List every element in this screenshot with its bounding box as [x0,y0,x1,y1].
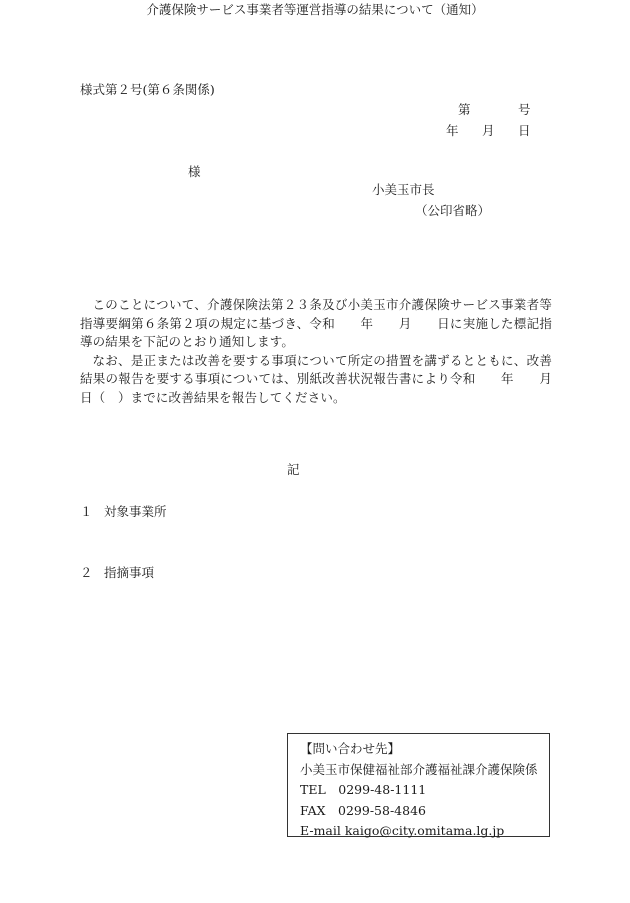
contact-heading: 【問い合わせ先】 [300,741,401,756]
item-number-2: ２ [80,565,93,580]
document-number-suffix: 号 [518,102,531,117]
ki-heading: 記 [287,462,300,477]
date-day-label: 日 [518,123,531,138]
body-paragraph-2: なお、是正または改善を要する事項について所定の措置を講ずるとともに、改善結果の報告を要する事項については、別紙改善状況報告書により令和 年 月 日（ ）までに改善結果を報告してください。 [80,352,578,405]
body-paragraph-1: このことについて、介護保険法第２３条及び小美玉市介護保険サービス事業者等指導要綱第６条第２項の規定に基づき、令和 年 月 日に実施した標記指導の結果を下記のとおり通知します。 [80,297,552,349]
date-year-label: 年 [446,123,459,138]
item-number-1: １ [80,504,93,519]
document-number-label: 第 [458,102,471,117]
contact-box [287,733,550,837]
sender-name: 小美玉市長 [372,182,435,197]
contact-fax: FAX 0299-58-4846 [300,802,426,818]
date-month-label: 月 [482,123,495,138]
seal-note: （公印省略） [415,203,491,218]
item-label-findings: 指摘事項 [104,565,155,580]
contact-tel: TEL 0299-48-1111 [300,782,427,797]
form-number: 様式第２号(第６条関係) [80,82,215,97]
addressee-honorific: 様 [188,164,201,179]
contact-department: 小美玉市保健福祉部介護福祉課介護保険係 [300,761,538,777]
document-title: 介護保険サービス事業者等運営指導の結果について（通知） [146,2,484,17]
body-text [80,296,578,407]
contact-email: E-mail kaigo@city.omitama.lg.jp [300,823,505,838]
item-label-target-office: 対象事業所 [104,504,167,519]
